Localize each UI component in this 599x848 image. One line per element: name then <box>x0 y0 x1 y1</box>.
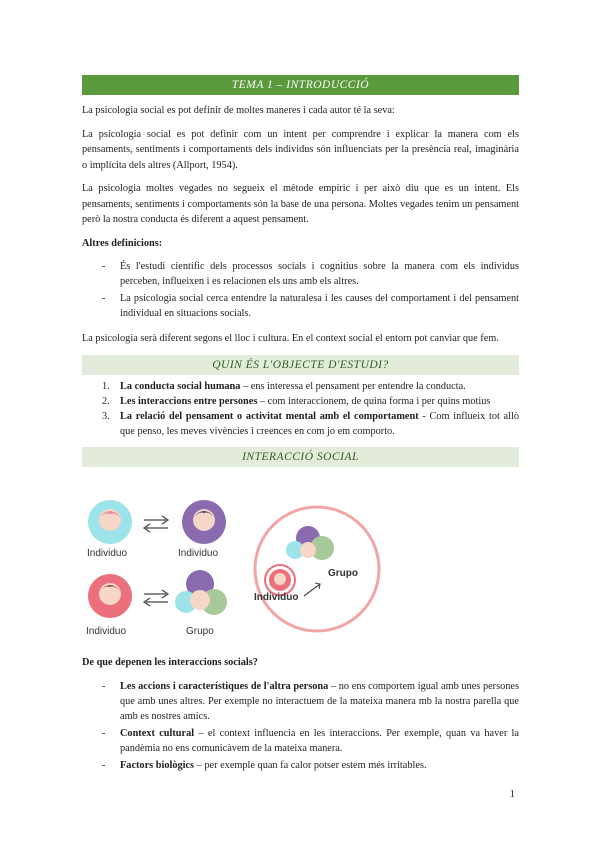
interaccio-banner: INTERACCIÓ SOCIAL <box>82 447 519 467</box>
title-banner: TEMA 1 – INTRODUCCIÓ <box>82 75 519 95</box>
altres-list <box>82 259 519 321</box>
objecte-banner: QUIN ÉS L'OBJECTE D'ESTUDI? <box>82 355 519 375</box>
intro-paragraph-2: La psicologia social es pot definir com un intent per comprendre i explicar la manera com els pensaments, sentiments i comportaments dels individus són influenciats per la presència real, imaginària o implícita dels altres (Allport, 1954). <box>82 128 519 171</box>
document-page <box>82 75 519 467</box>
list-item: - La psicologia social cerca entendre la naturalesa i les causes del comportament i del pensament individual en situacions socials. <box>82 291 519 321</box>
intro-paragraph-1: La psicologia social es pot definir de moltes maneres i cada autor té la seva: <box>82 105 395 116</box>
intro-paragraph-4: La psicologia serà diferent segons el lloc i cultura. En el context social el entorn pot canviar que fem. <box>82 333 499 344</box>
objecte-list <box>82 379 519 439</box>
list-item: - És l'estudi científic dels processos socials i cognitius sobre la manera com els individus perceben, influeixen i es relacionen els uns amb els altres. <box>82 259 519 289</box>
interaction-illustration <box>82 492 519 644</box>
label-grupo: Grupo <box>328 568 358 579</box>
list-item: - Factors biològics – per exemple quan fa calor potser estem més irritables. <box>82 758 519 773</box>
list-item: 3. La relació del pensament o activitat mental amb el comportament - Com influeix tot allò que penso, les meves vivències i creences en com jo em comporto. <box>102 410 519 437</box>
label-individuo: Individuo <box>87 548 128 559</box>
depenen-list <box>82 679 519 773</box>
list-item: - Context cultural – el context influencia en les interaccions. Per exemple, quan va haver la pandèmia no ens comunicàvem de la mateixa manera. <box>82 726 519 756</box>
double-arrow-icon <box>144 590 168 606</box>
document-page-bottom <box>82 655 519 775</box>
depenen-heading: De que depenen les interaccions socials? <box>82 657 258 668</box>
intro-paragraph-3: La psicologia moltes vegades no segueix el mètode empíric i per això diu que es un intent. Els pensaments, sentiments i comportaments són la base de una persona. Moltes vegades tenim un pensament però la nostra conducta és diferent a aquest pensament. <box>82 183 519 225</box>
label-individuo: Individuo <box>254 592 299 603</box>
list-item: - Les accions i característiques de l'altra persona – no ens comportem igual amb unes persones que amb unes altres. Per exemple no interactuem de la mateixa manera mb la nostra parella que amb es nostres amics. <box>82 679 519 724</box>
label-individuo: Individuo <box>178 548 219 559</box>
list-item: 1. La conducta social humana – ens interessa el pensament per entendre la conducta. <box>102 380 466 392</box>
double-arrow-icon <box>144 516 168 532</box>
altres-heading: Altres definicions: <box>82 237 163 249</box>
list-item: 2. Les interaccions entre persones – com interaccionem, de quina forma i per quins motius <box>102 395 491 407</box>
label-individuo: Individuo <box>86 626 127 637</box>
label-grupo: Grupo <box>186 626 214 637</box>
interaction-figure <box>82 492 519 644</box>
page-number: 1 <box>509 788 515 800</box>
